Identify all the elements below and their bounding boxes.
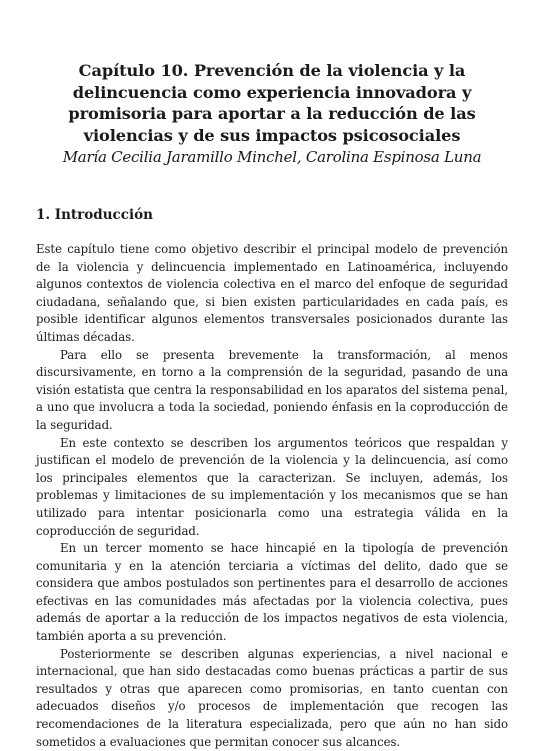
- paragraph: En este contexto se describen los argumentos teóricos que respaldan y justifican el modelo de prevención de la violencia y la delincuencia, así como los principales elementos que la caracterizan. Se incluyen, además, los problemas y limitaciones de su implementación y los mecanismos que se han utilizado para intentar posicionarla como una estrategia válida en la coproducción de seguridad.: [36, 435, 508, 538]
- chapter-title: Capítulo 10. Prevención de la violencia y la delincuencia como experiencia innovadora y promisoria para aportar a la reducción de las violencias y de sus impactos psicosociales: [68, 61, 476, 145]
- paragraph: Este capítulo tiene como objetivo describir el principal modelo de prevención de la violencia y delincuencia implementado en Latinoamérica, incluyendo algunos contextos de violencia colectiva en el marco del enfoque de seguridad ciudadana, señalando que, si bien existen particularidades en cada país, es posible identificar algunos elementos transversales posicionados durante las últimas décadas.: [36, 242, 508, 344]
- paragraph: Posteriormente se describen algunas experiencias, a nivel nacional e internacional, que han sido destacadas como buenas prácticas a partir de sus resultados y otras que aparecen como promisorias, en tanto cuentan con adecuados diseños y/o procesos de implementación que recogen las recomendaciones de la literatura especializada, pero que aún no han sido sometidos a evaluaciones que permitan conocer sus alcances.: [36, 646, 508, 749]
- chapter-authors: María Cecilia Jaramillo Minchel, Carolina Espinosa Luna: [62, 148, 482, 166]
- section-heading: 1. Introducción: [36, 207, 153, 223]
- paragraph: Para ello se presenta brevemente la transformación, al menos discursivamente, en torno a la comprensión de la seguridad, pasando de una visión estatista que centra la responsabilidad en los aparatos del sistema penal, a uno que involucra a toda la sociedad, poniendo énfasis en la coproducción de la seguridad.: [36, 347, 508, 432]
- paragraph: En un tercer momento se hace hincapié en la tipología de prevención comunitaria y en la atención terciaria a víctimas del delito, dado que se considera que ambos postulados son pertinentes para el desarrollo de acciones efectivas en las comunidades más afectadas por la violencia colectiva, pues además de aportar a la reducción de los impactos negativos de esta violencia, también aporta a su prevención.: [36, 541, 508, 644]
- section-body: [36, 241, 508, 751]
